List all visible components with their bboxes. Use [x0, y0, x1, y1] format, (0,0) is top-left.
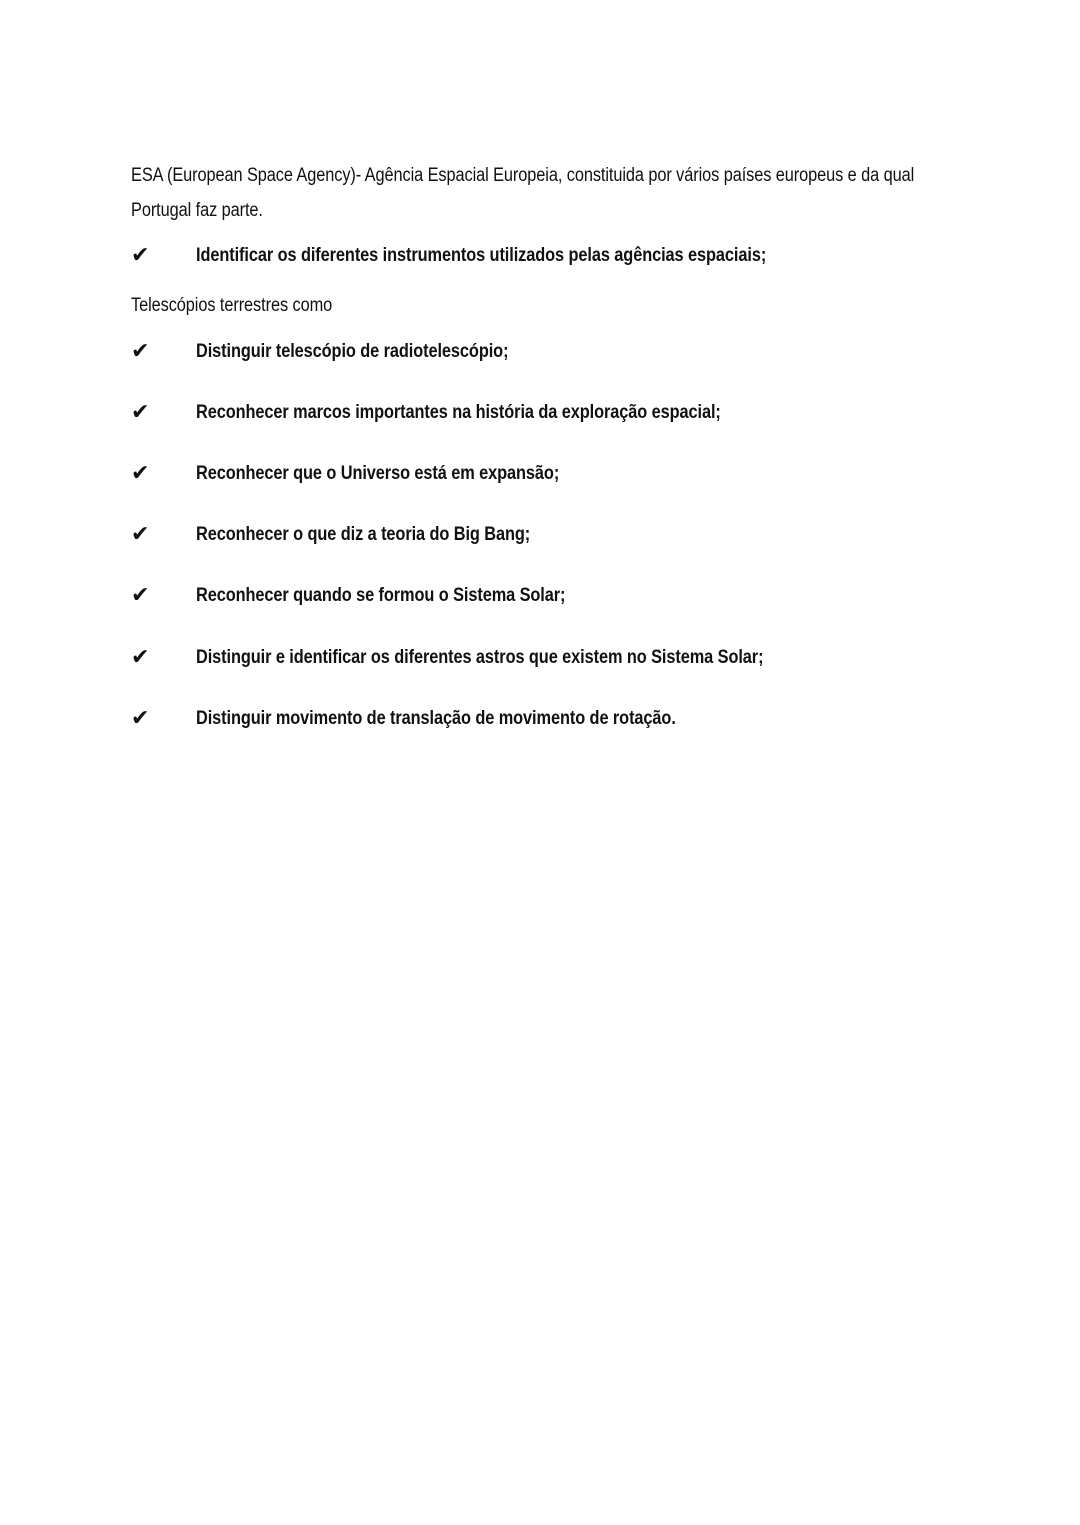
objective-text: Distinguir telescópio de radiotelescópio;	[196, 341, 509, 362]
check-mark-icon: ✔	[131, 645, 150, 670]
check-mark-icon: ✔	[131, 400, 150, 425]
check-mark-icon: ✔	[131, 339, 150, 364]
objective-item	[131, 243, 1031, 269]
objective-text: Distinguir e identificar os diferentes astros que existem no Sistema Solar;	[196, 647, 764, 668]
objective-item	[131, 583, 1031, 609]
objective-item	[131, 461, 1031, 487]
objective-item	[131, 522, 1031, 548]
objective-text: Distinguir movimento de translação de movimento de rotação.	[196, 708, 676, 729]
objective-text: Reconhecer que o Universo está em expansão;	[196, 463, 560, 484]
check-mark-icon: ✔	[131, 461, 150, 486]
objective-text: Reconhecer quando se formou o Sistema Solar;	[196, 585, 566, 606]
objective-text: Reconhecer marcos importantes na história da exploração espacial;	[196, 402, 721, 423]
objective-item	[131, 400, 1031, 426]
intro-paragraph-line-2: Portugal faz parte.	[131, 200, 263, 221]
note-text: Telescópios terrestres como	[131, 295, 333, 316]
check-mark-icon: ✔	[131, 243, 150, 268]
check-mark-icon: ✔	[131, 706, 150, 731]
objective-item	[131, 706, 1031, 732]
objective-text: Identificar os diferentes instrumentos utilizados pelas agências espaciais;	[196, 245, 767, 266]
objective-text: Reconhecer o que diz a teoria do Big Bang;	[196, 524, 531, 545]
check-mark-icon: ✔	[131, 522, 150, 547]
objective-item	[131, 339, 1031, 365]
intro-paragraph-line-1: ESA (European Space Agency)- Agência Espacial Europeia, constituida por vários países europeus e da qual	[131, 165, 915, 186]
check-mark-icon: ✔	[131, 583, 150, 608]
objective-item	[131, 645, 1031, 671]
